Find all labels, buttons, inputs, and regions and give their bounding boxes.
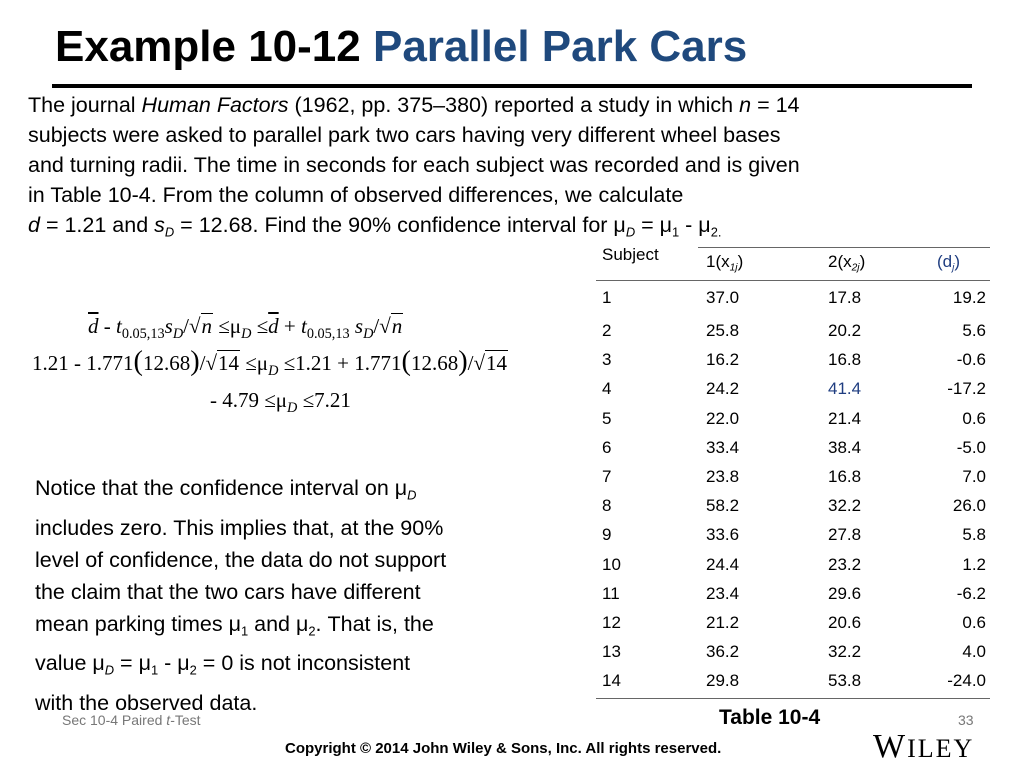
cell-diff: 4.0 [962,642,986,662]
cell-car2: 20.2 [828,321,862,340]
cell-subject: 8 [602,496,612,516]
cell-car2: 20.6 [828,612,862,632]
title-underline [52,84,972,88]
cell-subject: 4 [602,379,612,399]
table-row [596,321,990,350]
cell-car1: 21.2 [706,612,740,632]
cell-subject: 3 [602,350,612,370]
header-subject: Subject [602,245,659,264]
cell-diff: 0.6 [962,612,986,632]
cell-subject: 10 [602,554,621,574]
cell-car1: 25.8 [706,321,740,340]
cell-car1: 24.2 [706,379,740,399]
cell-car1: 24.4 [706,554,740,574]
copyright-notice: Copyright © 2014 John Wiley & Sons, Inc. All rights reserved. [285,740,722,757]
cell-car2: 38.4 [828,437,862,457]
table-row [596,642,990,671]
cell-car2: 16.8 [828,466,862,486]
cell-diff: -0.6 [956,350,986,370]
header-bottom-rule [596,280,990,281]
cell-car2: 32.2 [828,496,862,516]
table-row [596,409,990,438]
cell-diff: 19.2 [952,288,986,307]
table-header [596,240,990,288]
table-row [596,525,990,554]
cell-subject: 11 [602,583,620,603]
cell-diff: 7.0 [962,466,986,486]
table-row [596,438,990,467]
table-row [596,496,990,525]
title-accent: Parallel Park Cars [372,22,748,71]
cell-subject: 5 [602,408,612,428]
table-row [596,613,990,642]
header-car2: $2(x_{2j})$ [828,252,866,274]
cell-car1: 23.8 [706,466,740,486]
cell-car1: 22.0 [706,408,740,428]
intro-paragraph: The journal Human Factors (1962, pp. 375–380) reported a study in which n = 14 subjects were asked to parallel park two cars having very different wheel bases and turning radii. The time in seconds for each subject was recorded and is given in Table 10-4. From the column of observed differences, we calculate d = 1.21 and $s_D = 12.68$. Find the 90% confidence interval for $\mu_D = \mu_1 - \mu_{2.}$ [28,93,800,240]
cell-car1: 33.4 [706,437,740,457]
table-row [596,671,990,700]
cell-subject: 2 [602,321,612,340]
cell-diff: 26.0 [952,496,986,516]
cell-car1: 33.6 [706,525,740,545]
title-main: Example 10-12 [55,22,361,71]
conclusion-note: Notice that the confidence interval on $\mu_D$ includes zero. This implies that, at the 90% level of confidence, the data do not support the claim that the two cars have different mean parking times $\mu_1$ and $\mu_2$. That is, the value $\mu_D = \mu_1 - \mu_2 = 0$ is not inconsistent with the observed data. [35,476,447,715]
table-row [596,379,990,408]
table-row [596,288,990,321]
cell-subject: 1 [602,288,612,307]
header-top-rule [698,247,990,248]
cell-car2: 27.8 [828,525,862,545]
cell-subject: 7 [602,466,612,486]
cell-subject: 12 [602,612,621,632]
cell-car2: 53.8 [828,671,862,691]
slide-title [55,22,747,72]
cell-subject: 6 [602,437,612,457]
table-body [596,288,990,700]
ci-formula-general: $\overline{d} - t_{0.05,13}s_D/√n \le\mu_D \le\overline{d} + t_{0.05,13}$ $s_D/√n$ [88,314,403,342]
page-number: 33 [958,712,974,728]
cell-car2: 32.2 [828,642,862,662]
table-caption: Table 10-4 [719,706,821,729]
cell-car1: 36.2 [706,642,740,662]
cell-car2: 41.4 [828,379,862,399]
table-row [596,555,990,584]
cell-car1: 37.0 [706,288,740,307]
cell-car1: 29.8 [706,671,740,691]
ci-formula-result: - $4.79 \le\mu_D \le 7.21$ [210,388,351,416]
cell-car2: 17.8 [828,288,862,307]
ci-formula-numeric: $1.21 - 1.771(12.68)/√14 \le\mu_D \le 1.21 + 1.771(12.68)/√14$ [32,346,508,379]
cell-car1: 16.2 [706,350,740,370]
cell-car2: 21.4 [828,408,862,428]
table-bottom-rule [596,698,990,699]
cell-diff: 1.2 [962,554,986,574]
cell-car1: 58.2 [706,496,740,516]
section-label: Sec 10-4 Paired t-Test [62,712,201,728]
cell-diff: -17.2 [947,379,986,399]
cell-diff: -24.0 [947,671,986,691]
cell-car2: 16.8 [828,350,862,370]
table-row [596,584,990,613]
cell-diff: 5.8 [962,525,986,545]
cell-diff: -6.2 [956,583,986,603]
cell-diff: 5.6 [962,321,986,340]
header-diff: $(d_j)$ [936,252,960,274]
cell-car2: 29.6 [828,583,862,603]
cell-subject: 14 [602,671,621,691]
header-car1: $1(x_{1j})$ [706,252,744,274]
cell-subject: 13 [602,642,621,662]
cell-car2: 23.2 [828,554,862,574]
cell-diff: 0.6 [962,408,986,428]
wiley-logo: WILEY [873,728,975,765]
cell-diff: -5.0 [956,437,986,457]
table-row [596,467,990,496]
cell-car1: 23.4 [706,583,740,603]
cell-subject: 9 [602,525,612,545]
table-row [596,350,990,379]
data-table [596,240,990,700]
